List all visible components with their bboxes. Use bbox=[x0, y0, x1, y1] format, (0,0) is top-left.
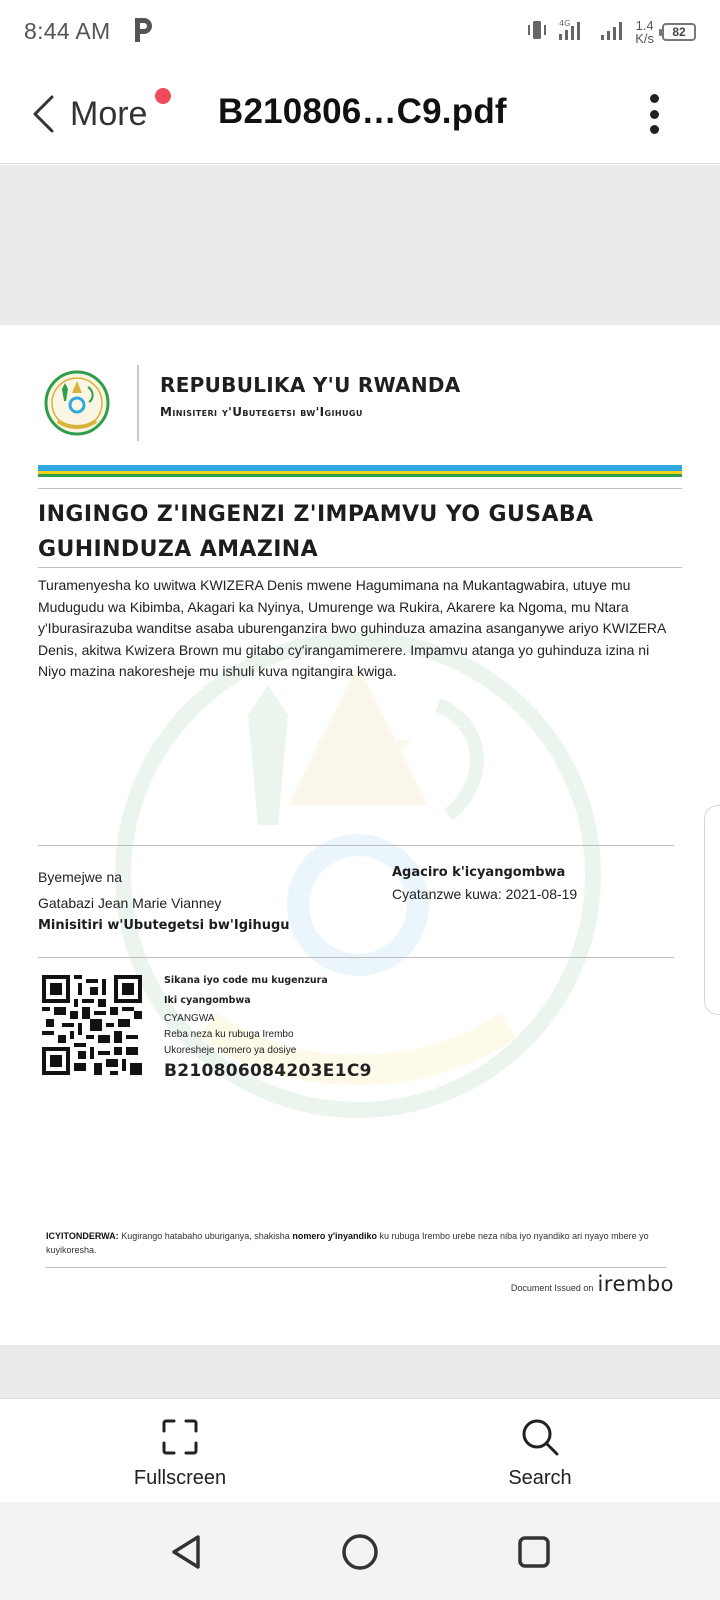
qr-line-5: Ukoresheje nomero ya dosiye bbox=[164, 1045, 297, 1056]
notice: ICYITONDERWA: Kugirango hatabaho uburiganya, shakisha nomero y'inyandiko ku rubuga Irembo urebe neza niba iyo nyandiko ari nyayo mbere yo kuyikoresha. bbox=[46, 1231, 649, 1255]
notification-dot bbox=[155, 88, 171, 104]
status-bar bbox=[0, 0, 720, 64]
issued-on bbox=[511, 1272, 674, 1296]
issued-on-label: Document Issued on bbox=[510, 1283, 594, 1293]
nav-home-icon bbox=[341, 1533, 379, 1571]
signal-icon bbox=[599, 19, 627, 46]
signal-4g-icon bbox=[557, 18, 591, 47]
divider bbox=[38, 957, 674, 958]
chevron-left-icon bbox=[30, 94, 56, 134]
nav-recents-button[interactable] bbox=[514, 1532, 554, 1572]
fullscreen-icon bbox=[160, 1417, 200, 1457]
search-label: Search bbox=[508, 1467, 572, 1489]
validity-block bbox=[392, 865, 682, 902]
approved-by-label: Byemejwe na bbox=[38, 869, 123, 885]
heading-line-1: INGINGO Z'INGENZI Z'IMPAMVU YO GUSABA bbox=[38, 502, 594, 527]
document-header bbox=[44, 365, 684, 443]
nav-back-icon bbox=[168, 1533, 204, 1571]
qr-line-1: Sikana iyo code mu kugenzura bbox=[164, 975, 328, 986]
validity-label: Agaciro k'icyangombwa bbox=[392, 865, 566, 880]
svg-text:4G: 4G bbox=[559, 18, 571, 28]
qr-line-2: Iki cyangombwa bbox=[164, 995, 251, 1006]
rwanda-seal-icon bbox=[44, 367, 110, 439]
more-vert-icon bbox=[650, 94, 659, 103]
network-speed bbox=[635, 19, 654, 45]
net-speed-unit: K/s bbox=[635, 31, 654, 46]
battery-indicator: 82 bbox=[662, 23, 696, 41]
search-icon bbox=[520, 1417, 560, 1457]
scroll-handle[interactable] bbox=[704, 805, 720, 1015]
status-indicators bbox=[525, 16, 696, 48]
republic-name: REPUBULIKA Y'U RWANDA bbox=[160, 373, 461, 397]
pdf-viewer[interactable] bbox=[0, 165, 720, 1398]
approval-block bbox=[38, 869, 378, 933]
issued-date: Cyatanzwe kuwa: 2021-08-19 bbox=[392, 886, 578, 902]
notice-label: ICYITONDERWA: bbox=[46, 1231, 119, 1241]
file-number: B210806084203E1C9 bbox=[164, 1061, 372, 1081]
p-app-icon bbox=[132, 16, 154, 49]
document-title: B210806…C9.pdf bbox=[218, 92, 507, 131]
flag-color-bar bbox=[38, 465, 682, 477]
document-body: Turamenyesha ko uwitwa KWIZERA Denis mwene Hagumimana na Mukantagwabira, utuye mu Mudugudu wa Kibimba, Akagari ka Nyinya, Umurenge wa Rukira, Akarere ka Ngoma, mu Ntara y'Iburasirazuba wanditse asaba uburenganzira bwo guhinduza amazina asanganywe ariyo KWIZERA Denis, akitwa Kwizera Brown mu gitabo cy'irangamimerere. Impamvu atanga yo guhinduza izina ni Niyo mazina nakoresheje mu ishuli kuva ngitangira kwiga. bbox=[38, 577, 666, 679]
pdf-page[interactable] bbox=[0, 325, 720, 1345]
back-button[interactable] bbox=[30, 90, 147, 138]
search-button[interactable] bbox=[460, 1417, 620, 1490]
back-label: More bbox=[70, 94, 148, 133]
approved-by-name: Gatabazi Jean Marie Vianney bbox=[38, 895, 222, 911]
divider bbox=[38, 488, 682, 489]
approved-by-title: Minisitiri w'Ubutegetsi bw'Igihugu bbox=[38, 918, 290, 933]
notice-emphasis: nomero y'inyandiko bbox=[292, 1231, 377, 1241]
ministry-name: Minisiteri y'Ubutegetsi bw'Igihugu bbox=[160, 405, 363, 419]
vibrate-icon bbox=[525, 19, 549, 46]
divider bbox=[38, 567, 682, 568]
system-nav-bar bbox=[0, 1502, 720, 1600]
document-heading bbox=[38, 497, 688, 567]
qr-code[interactable] bbox=[42, 975, 142, 1075]
nav-back-button[interactable] bbox=[166, 1532, 206, 1572]
qr-line-3: CYANGWA bbox=[164, 1013, 215, 1024]
net-speed-value: 1.4 bbox=[635, 18, 654, 33]
bottom-toolbar bbox=[0, 1398, 720, 1502]
fullscreen-label: Fullscreen bbox=[133, 1467, 227, 1489]
heading-line-2: GUHINDUZA AMAZINA bbox=[38, 537, 319, 562]
more-menu-button[interactable] bbox=[642, 92, 666, 136]
divider bbox=[38, 845, 674, 846]
irembo-logo: irembo bbox=[597, 1272, 674, 1296]
qr-instructions bbox=[164, 971, 484, 1081]
divider bbox=[46, 1267, 666, 1268]
fullscreen-button[interactable] bbox=[100, 1417, 260, 1490]
status-time: 8:44 AM bbox=[24, 18, 111, 44]
header-divider bbox=[137, 365, 139, 441]
nav-home-button[interactable] bbox=[340, 1532, 380, 1572]
nav-recents-icon bbox=[516, 1534, 552, 1570]
app-bar bbox=[0, 64, 720, 164]
qr-line-4: Reba neza ku rubuga Irembo bbox=[164, 1029, 294, 1040]
